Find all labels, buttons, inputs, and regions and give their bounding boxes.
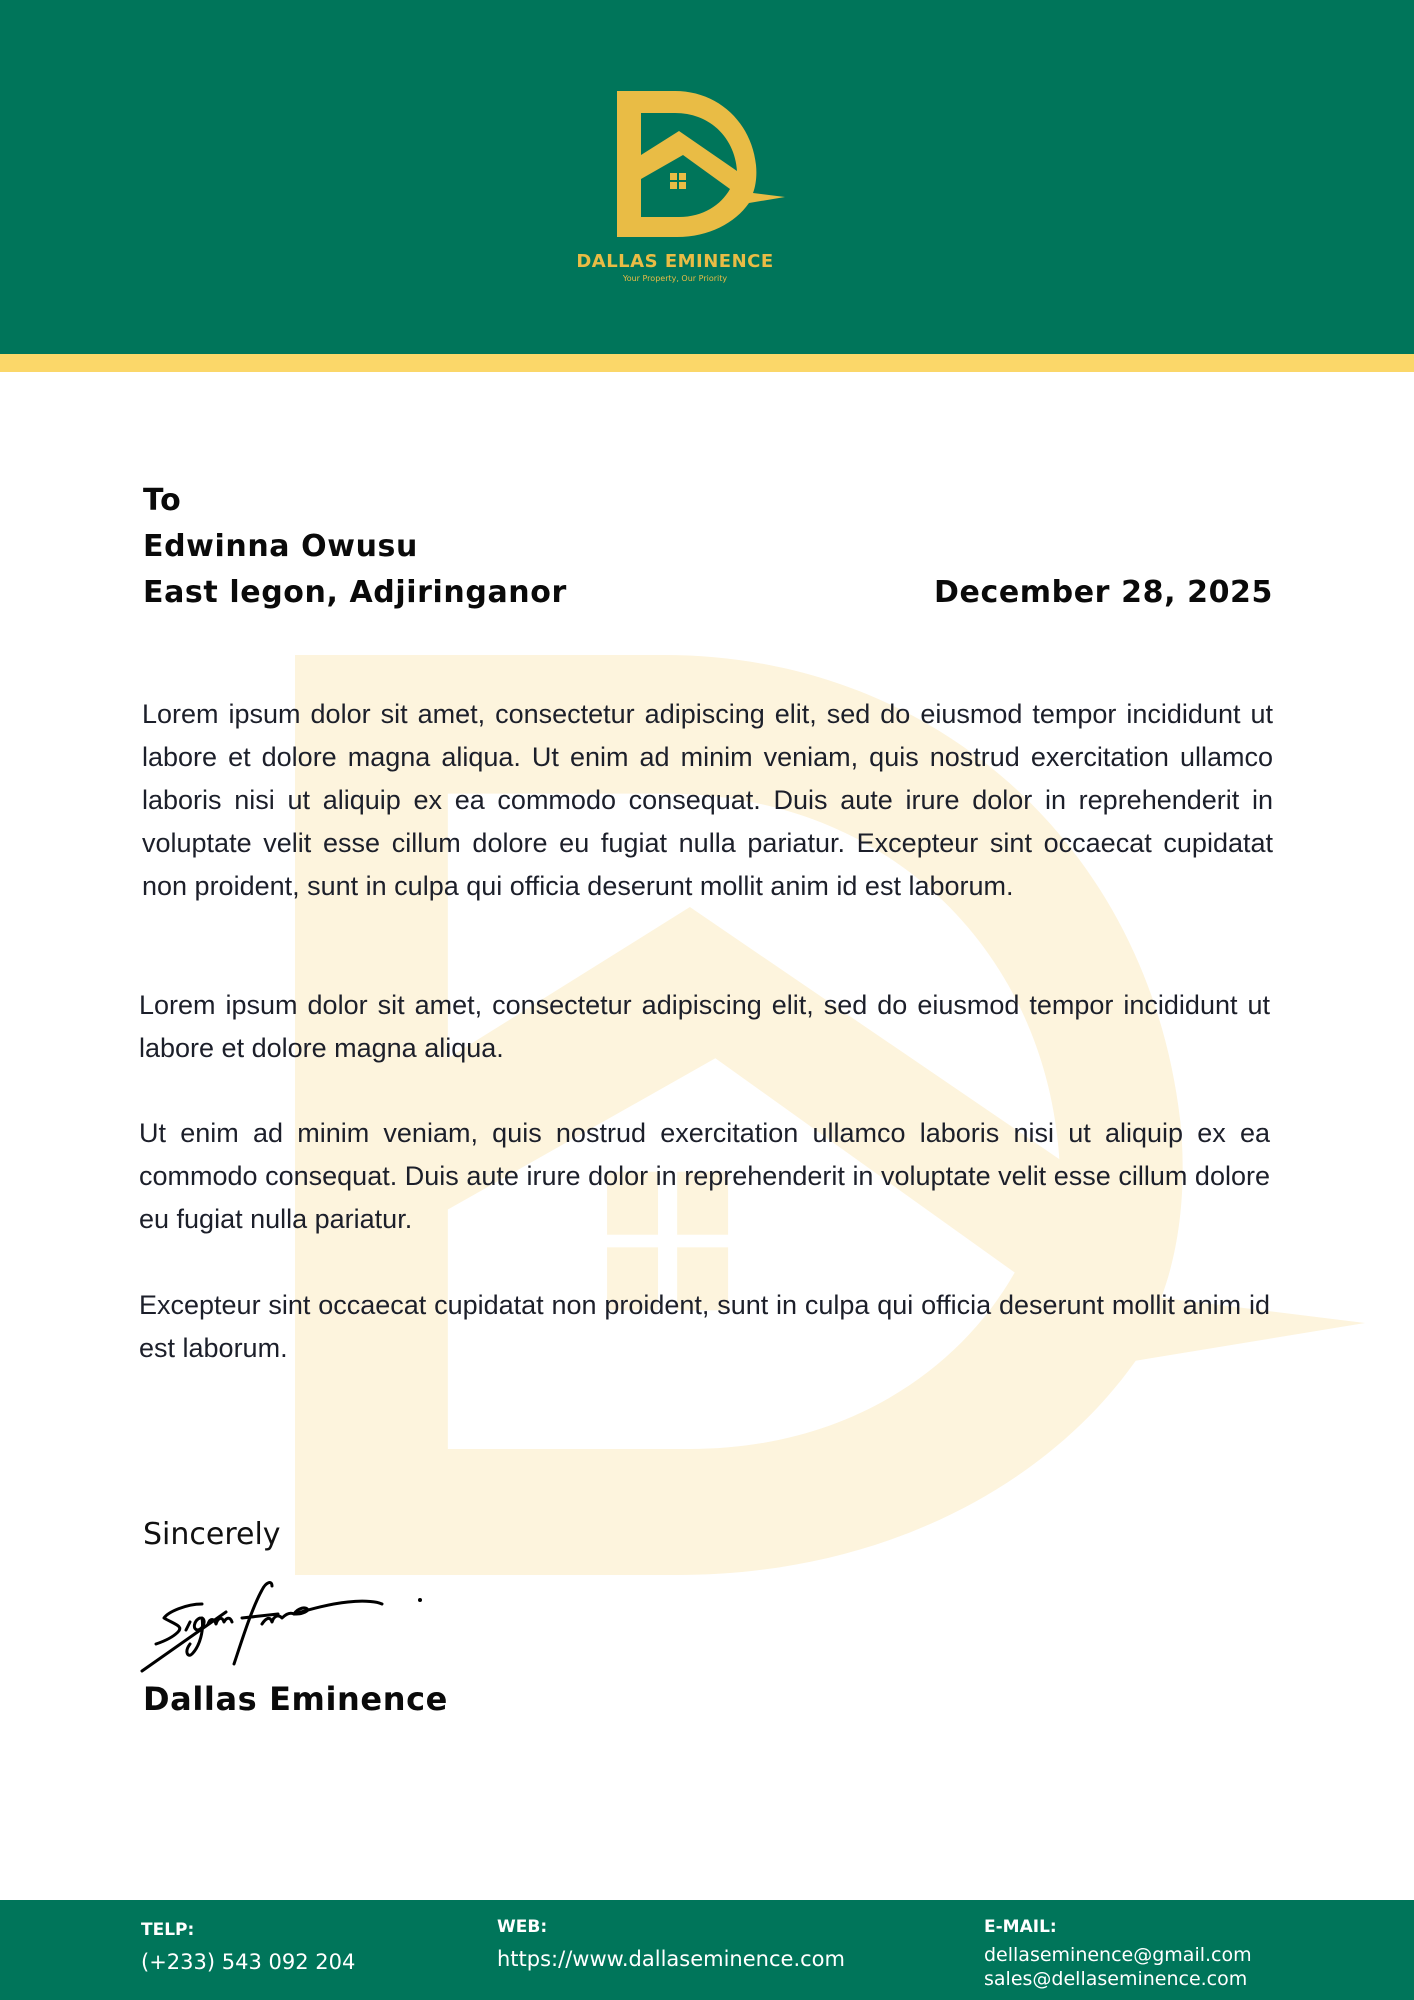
signer-name: Dallas Eminence xyxy=(143,1680,448,1718)
body-paragraph: Excepteur sint occaecat cupidatat non proident, sunt in culpa qui officia deserunt mollit anim id est laborum. xyxy=(139,1290,1270,1363)
recipient-block xyxy=(143,478,567,616)
header-accent-stripe xyxy=(0,354,1414,372)
brand-name: DALLAS EMINENCE xyxy=(576,251,774,272)
telephone-value: (+233) 543 092 204 xyxy=(141,1950,356,1974)
web-link[interactable]: https://www.dallaseminence.com xyxy=(497,1947,845,1971)
body-paragraph: Ut enim ad minim veniam, quis nostrud exercitation ullamco laboris nisi ut aliquip ex ea commodo consequat. Duis aute irure dolor in reprehenderit in voluptate velit esse cillum dolore eu fugiat nulla pariatur. xyxy=(139,1118,1270,1234)
closing-text: Sincerely xyxy=(143,1517,281,1552)
footer-email xyxy=(984,1917,1252,1991)
email-link[interactable]: dellaseminence@gmail.com xyxy=(984,1944,1252,1966)
letter-date: December 28, 2025 xyxy=(934,575,1273,610)
body-paragraph: Lorem ipsum dolor sit amet, consectetur adipiscing elit, sed do eiusmod tempor incididunt ut labore et dolore magna aliqua. Ut enim ad minim veniam, quis nostrud exercitation ullamco laboris nisi ut aliquip ex ea commodo consequat. Duis aute irure dolor in reprehenderit in voluptate velit esse cillum dolore eu fugiat nulla pariatur. Excepteur sint occaecat cupidatat non proident, sunt in culpa qui officia deserunt mollit anim id est laborum. xyxy=(142,699,1273,901)
signature-icon xyxy=(138,1560,428,1675)
telephone-label: TELP: xyxy=(141,1920,195,1940)
web-label: WEB: xyxy=(497,1917,548,1937)
footer-web xyxy=(497,1917,845,1971)
brand-tagline: Your Property, Our Priority xyxy=(622,274,728,283)
email-label: E-MAIL: xyxy=(984,1917,1057,1937)
letterhead-header xyxy=(0,0,1414,354)
recipient-address: East legon, Adjiringanor xyxy=(143,575,567,610)
footer-telephone xyxy=(141,1920,355,1974)
recipient-salutation: To xyxy=(143,483,182,518)
letterhead-footer xyxy=(0,1900,1414,2000)
logo-icon xyxy=(617,91,785,237)
recipient-name: Edwinna Owusu xyxy=(143,529,418,564)
body-paragraph: Lorem ipsum dolor sit amet, consectetur adipiscing elit, sed do eiusmod tempor incididunt ut labore et dolore magna aliqua. xyxy=(139,990,1270,1063)
email-link[interactable]: sales@dellaseminence.com xyxy=(984,1968,1248,1990)
